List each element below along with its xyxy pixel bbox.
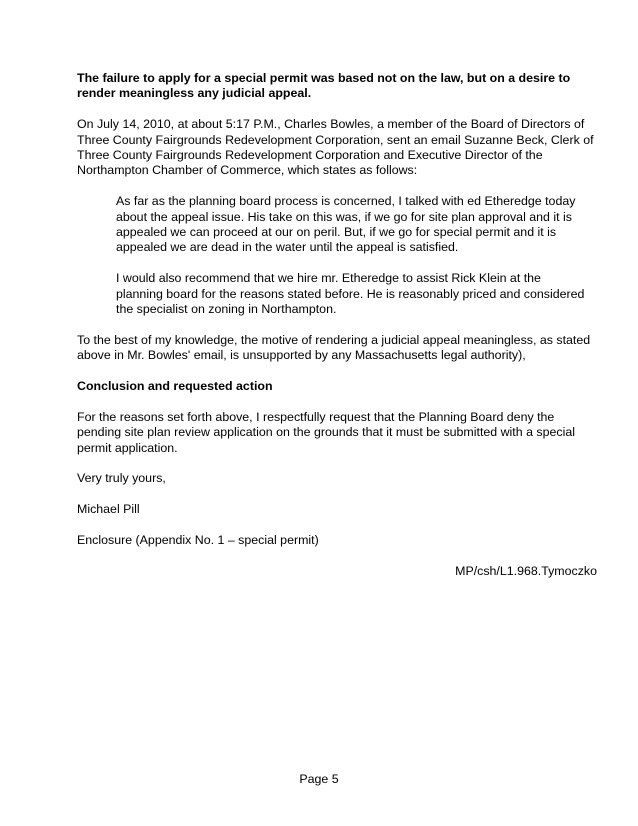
intro-paragraph: On July 14, 2010, at about 5:17 P.M., Charles Bowles, a member of the Board of Directors of Three County Fairgrounds Redevelopment Corporation, sent an email Suzanne Beck, Clerk of Three County Fairgrounds Redevelopment Corporation and Executive Director of the Northampton Chamber of Commerce, which states as follows: [77, 117, 594, 178]
enclosure-line: Enclosure (Appendix No. 1 – special permit) [77, 533, 319, 548]
closing-line: Very truly yours, [77, 471, 166, 486]
email-quote-2: I would also recommend that we hire mr. Etheredge to assist Rick Klein at the planning board for the reasons stated before. He is reasonably priced and considered the specialist on zoning in Northampton. [116, 271, 585, 317]
section-heading-paragraph: The failure to apply for a special permit was based not on the law, but on a desire to render meaningless any judicial appeal. [77, 71, 571, 101]
conclusion-heading: Conclusion and requested action [77, 379, 273, 394]
email-quote-1: As far as the planning board process is concerned, I talked with ed Etheredge today about the appeal issue. His take on this was, if we go for site plan approval and it is appealed we can proceed at our on peril. But, if we go for special permit and it is appealed we are dead in the water until the appeal is satisfied. [116, 194, 576, 255]
document-body [77, 71, 597, 595]
conclusion-paragraph: For the reasons set forth above, I respectfully request that the Planning Board deny the pending site plan review application on the grounds that it must be submitted with a special permit application. [77, 409, 575, 455]
signature-name: Michael Pill [77, 502, 140, 517]
reference-code: MP/csh/L1.968.Tymoczko [455, 563, 597, 578]
page-number: Page 5 [299, 772, 339, 786]
knowledge-paragraph: To the best of my knowledge, the motive of rendering a judicial appeal meaningless, as stated above in Mr. Bowles' email, is unsupported by any Massachusetts legal authority), [77, 332, 591, 363]
